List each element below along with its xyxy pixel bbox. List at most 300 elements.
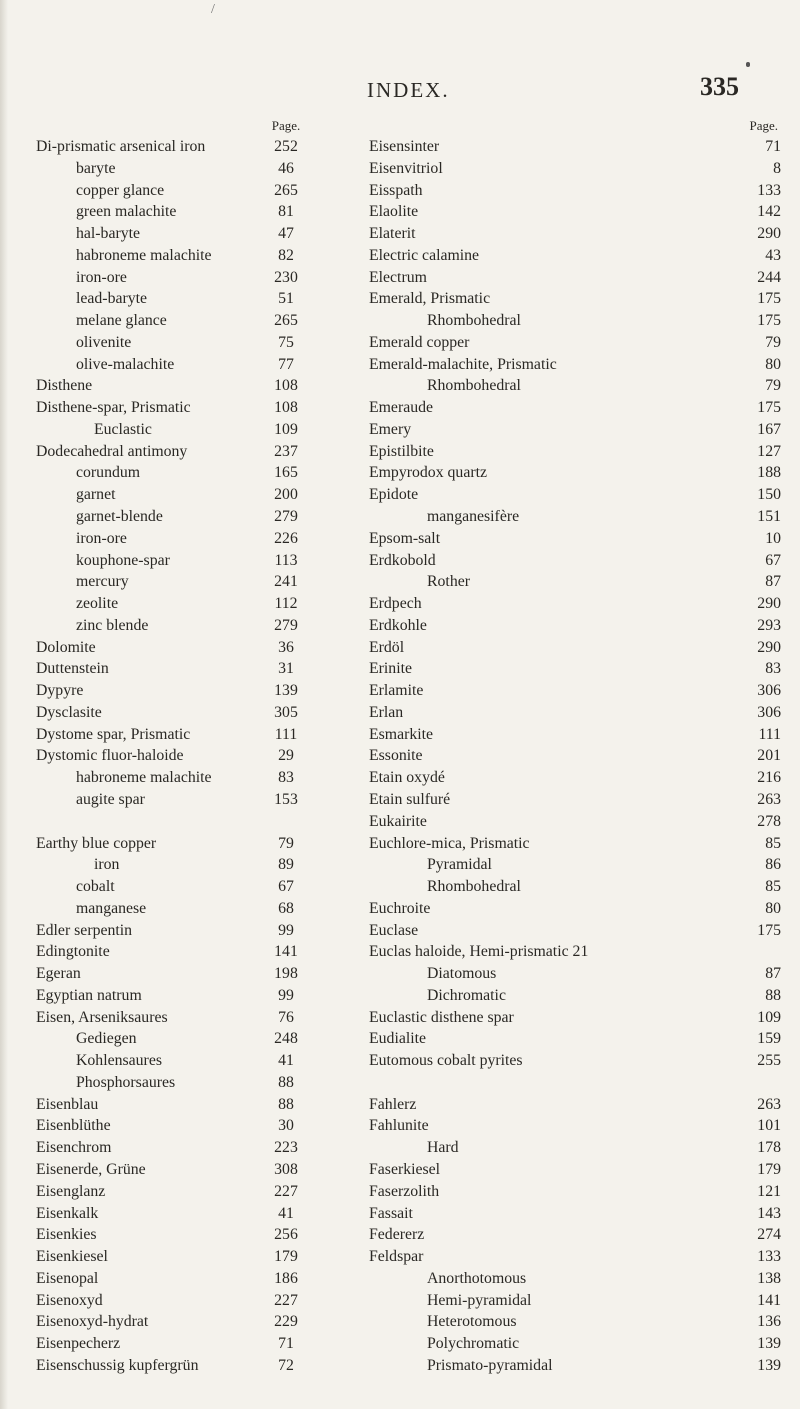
entry-term: iron-ore (76, 529, 127, 547)
page-edge-shadow (0, 0, 8, 1409)
entry-page: 290 (757, 225, 781, 243)
entry-term: Emeraude (369, 399, 434, 417)
index-entry (369, 462, 781, 484)
index-entry (369, 1115, 781, 1137)
entry-page: 79 (765, 377, 781, 395)
index-entry (369, 745, 781, 767)
index-entry (36, 1246, 352, 1268)
entry-term: Anorthotomous (427, 1269, 527, 1287)
entry-page: 139 (757, 1356, 781, 1374)
entry-term: Eisenkalk (36, 1204, 99, 1222)
entry-term: Etain oxydé (369, 769, 445, 787)
entry-term: Eisenoxyd (36, 1291, 103, 1309)
index-entry (369, 1137, 781, 1159)
index-entry (36, 593, 352, 615)
index-entry (36, 658, 352, 680)
index-entry (36, 1290, 352, 1312)
entry-term: Eisenoxyd-hydrat (36, 1313, 149, 1331)
entry-page: 141 (757, 1291, 781, 1309)
index-entry (369, 833, 781, 855)
index-entry (36, 484, 352, 506)
index-entry (369, 941, 781, 963)
entry-term: Dichromatic (427, 986, 506, 1004)
entry-term: zeolite (76, 595, 119, 613)
entry-page: 82 (278, 246, 294, 264)
index-entry (369, 658, 781, 680)
entry-page: 263 (757, 790, 781, 808)
index-entry (36, 354, 352, 376)
entry-page: 133 (757, 181, 781, 199)
entry-page: 87 (765, 573, 781, 591)
entry-page: 80 (765, 355, 781, 373)
entry-page: 85 (765, 834, 781, 852)
entry-term: Faserzolith (369, 1182, 440, 1200)
index-entry (369, 1246, 781, 1268)
index-entry (369, 484, 781, 506)
index-entry (36, 745, 352, 767)
index-entry (36, 1203, 352, 1225)
entry-term: Eisenblau (36, 1095, 99, 1113)
entry-page: 230 (274, 268, 298, 286)
index-entry (369, 920, 781, 942)
entry-page: 151 (757, 508, 781, 526)
entry-term: melane glance (76, 312, 167, 330)
page-number: 335 (700, 72, 739, 101)
page-column-label-right: Page. (749, 118, 778, 133)
entry-term: Rhombohedral (427, 312, 521, 330)
entry-term: olivenite (76, 333, 132, 351)
entry-page: 179 (274, 1248, 298, 1266)
index-entry (36, 136, 352, 158)
entry-term: Fahlunite (369, 1117, 429, 1135)
entry-term: iron (94, 856, 120, 874)
index-entry (36, 680, 352, 702)
index-entry (36, 1159, 352, 1181)
entry-term: Esmarkite (369, 725, 434, 743)
entry-term: baryte (76, 159, 116, 177)
index-entry (369, 963, 781, 985)
index-entry (36, 941, 352, 963)
index-entry (36, 833, 352, 855)
index-entry (36, 267, 352, 289)
index-entry (369, 1007, 781, 1029)
entry-page: 227 (274, 1291, 298, 1309)
index-entry (36, 876, 352, 898)
entry-page: 30 (278, 1117, 294, 1135)
index-entry (36, 854, 352, 876)
entry-page: 175 (757, 399, 781, 417)
index-entry (369, 397, 781, 419)
entry-page: 133 (757, 1248, 781, 1266)
entry-term: Rother (427, 573, 470, 591)
entry-page: 223 (274, 1139, 298, 1157)
entry-term: Eutomous cobalt pyrites (369, 1052, 523, 1070)
entry-page: 47 (278, 225, 294, 243)
index-column-left (36, 136, 352, 1377)
index-entry (36, 550, 352, 572)
index-entry (369, 288, 781, 310)
entry-term: Dystome spar, Prismatic (36, 725, 191, 743)
entry-page: 111 (758, 725, 781, 743)
entry-term: copper glance (76, 181, 165, 199)
index-entry (36, 1072, 352, 1094)
index-entry (36, 419, 352, 441)
entry-page: 81 (278, 203, 294, 221)
entry-page: 80 (765, 899, 781, 917)
entry-term: Dodecahedral antimony (36, 442, 188, 460)
entry-term: Euchroite (369, 899, 431, 917)
index-entry (369, 550, 781, 572)
entry-page: 159 (757, 1030, 781, 1048)
entry-term: Kohlensaures (76, 1052, 162, 1070)
index-entry (36, 767, 352, 789)
index-entry (369, 1072, 781, 1094)
index-entry (369, 637, 781, 659)
entry-page: 274 (757, 1226, 781, 1244)
entry-page: 167 (757, 420, 781, 438)
index-column-right (369, 136, 781, 1377)
entry-term: Edler serpentin (36, 921, 133, 939)
entry-term: garnet (76, 486, 116, 504)
entry-page: 77 (278, 355, 294, 373)
index-entry (369, 680, 781, 702)
entry-page: 79 (278, 834, 294, 852)
entry-page: 198 (274, 965, 298, 983)
index-entry (36, 1181, 352, 1203)
entry-page: 36 (278, 638, 294, 656)
entry-page: 112 (274, 595, 298, 613)
entry-term: Gediegen (76, 1030, 137, 1048)
page-column-label-left: Page. (271, 118, 301, 133)
entry-page: 241 (274, 573, 298, 591)
entry-term: Euclase (369, 921, 419, 939)
entry-term: Erinite (369, 660, 412, 678)
index-entry (369, 528, 781, 550)
entry-term: Federerz (369, 1226, 425, 1244)
entry-page: 201 (757, 747, 781, 765)
index-entry (369, 180, 781, 202)
index-entry (36, 615, 352, 637)
entry-page: 265 (274, 181, 298, 199)
entry-term: Empyrodox quartz (369, 464, 488, 482)
entry-page: 200 (274, 486, 298, 504)
entry-term: Epidote (369, 486, 419, 504)
entry-page: 165 (274, 464, 298, 482)
index-entry (36, 528, 352, 550)
index-entry (36, 702, 352, 724)
entry-page: 10 (765, 529, 781, 547)
index-entry (36, 462, 352, 484)
entry-page: 29 (278, 747, 294, 765)
entry-page: 68 (278, 899, 294, 917)
entry-term: Dystomic fluor-haloide (36, 747, 184, 765)
entry-page: 72 (278, 1356, 294, 1374)
entry-page: 51 (278, 290, 294, 308)
index-entry (36, 397, 352, 419)
index-entry (369, 201, 781, 223)
entry-page: 141 (274, 943, 298, 961)
index-entry (36, 1224, 352, 1246)
index-entry (369, 702, 781, 724)
index-entry (369, 1028, 781, 1050)
entry-term: mercury (76, 573, 129, 591)
entry-term: Egyptian natrum (36, 986, 142, 1004)
entry-term: lead-baryte (76, 290, 148, 308)
entry-term: Electric calamine (369, 246, 480, 264)
entry-term: Hemi-pyramidal (427, 1291, 532, 1309)
index-entry (369, 1094, 781, 1116)
entry-term: Eisenkiesel (36, 1248, 108, 1266)
entry-page: 305 (274, 703, 298, 721)
entry-page: 256 (274, 1226, 298, 1244)
entry-term: Eudialite (369, 1030, 427, 1048)
entry-page: 290 (757, 638, 781, 656)
entry-page: 229 (274, 1313, 298, 1331)
entry-term: Essonite (369, 747, 423, 765)
entry-term: Elaolite (369, 203, 419, 221)
page-mark: / (211, 2, 215, 17)
entry-page: 153 (274, 790, 298, 808)
entry-page: 293 (757, 616, 781, 634)
entry-page: 226 (274, 529, 298, 547)
entry-term: iron-ore (76, 268, 127, 286)
entry-page: 83 (765, 660, 781, 678)
index-entry (36, 180, 352, 202)
entry-term: Euclastic (94, 420, 152, 438)
index-entry (36, 1115, 352, 1137)
entry-term: habroneme malachite (76, 246, 212, 264)
entry-page: 75 (278, 333, 294, 351)
index-entry (36, 1268, 352, 1290)
entry-term: kouphone-spar (76, 551, 170, 569)
index-entry (36, 310, 352, 332)
index-entry (36, 1028, 352, 1050)
index-entry (369, 332, 781, 354)
entry-term: Rhombohedral (427, 878, 521, 896)
entry-page: 108 (274, 399, 298, 417)
entry-page: 278 (757, 812, 781, 830)
entry-term: Disthene-spar, Prismatic (36, 399, 191, 417)
index-entry (369, 223, 781, 245)
entry-page: 139 (274, 682, 298, 700)
entry-term: Disthene (36, 377, 93, 395)
index-entry (369, 724, 781, 746)
entry-page: 279 (274, 616, 298, 634)
index-entry (369, 854, 781, 876)
entry-term: manganese (76, 899, 147, 917)
entry-page: 244 (757, 268, 781, 286)
entry-term: Electrum (369, 268, 427, 286)
entry-page: 237 (274, 442, 298, 460)
entry-page: 8 (773, 159, 781, 177)
index-entry (369, 593, 781, 615)
index-entry (369, 767, 781, 789)
entry-term: Emery (369, 420, 412, 438)
entry-term: Erdöl (369, 638, 405, 656)
index-entry (36, 332, 352, 354)
index-entry (36, 898, 352, 920)
entry-page: 87 (765, 965, 781, 983)
index-entry (36, 288, 352, 310)
entry-page: 179 (757, 1160, 781, 1178)
entry-term: Rhombohedral (427, 377, 521, 395)
entry-page: 142 (757, 203, 781, 221)
index-entry (369, 267, 781, 289)
index-entry (36, 1050, 352, 1072)
running-title: INDEX. (367, 78, 450, 102)
index-entry (369, 245, 781, 267)
entry-term: Euclas haloide, Hemi-prismatic 21 (369, 943, 589, 961)
entry-term: olive-malachite (76, 355, 175, 373)
entry-page: 41 (278, 1204, 294, 1222)
entry-page: 109 (757, 1008, 781, 1026)
index-entry (369, 375, 781, 397)
entry-term: Dolomite (36, 638, 96, 656)
index-entry (36, 789, 352, 811)
index-entry (36, 985, 352, 1007)
entry-page: 43 (765, 246, 781, 264)
entry-term: Polychromatic (427, 1335, 520, 1353)
entry-page: 306 (757, 682, 781, 700)
entry-term: Erlan (369, 703, 404, 721)
entry-term: Eisen, Arseniksaures (36, 1008, 168, 1026)
entry-term: Earthy blue copper (36, 834, 157, 852)
entry-page: 143 (757, 1204, 781, 1222)
entry-page: 99 (278, 921, 294, 939)
entry-page: 136 (757, 1313, 781, 1331)
index-entry (369, 811, 781, 833)
entry-term: manganesifère (427, 508, 520, 526)
entry-page: 227 (274, 1182, 298, 1200)
entry-page: 86 (765, 856, 781, 874)
index-entry (369, 615, 781, 637)
entry-page: 306 (757, 703, 781, 721)
entry-page: 139 (757, 1335, 781, 1353)
entry-page: 175 (757, 290, 781, 308)
entry-term: Fassait (369, 1204, 413, 1222)
index-entry (369, 158, 781, 180)
entry-term: Eisenschussig kupfergrün (36, 1356, 199, 1374)
entry-page: 31 (278, 660, 294, 678)
entry-term: Eisensinter (369, 138, 440, 155)
entry-term: Euclastic disthene spar (369, 1008, 514, 1026)
entry-term: Heterotomous (427, 1313, 517, 1331)
entry-term: habroneme malachite (76, 769, 212, 787)
entry-page: 263 (757, 1095, 781, 1113)
index-entry (36, 1355, 352, 1377)
entry-term: green malachite (76, 203, 177, 221)
index-entry (369, 310, 781, 332)
entry-term: Edingtonite (36, 943, 110, 961)
entry-term: Eisenkies (36, 1226, 97, 1244)
index-entry (369, 1333, 781, 1355)
entry-term: Diatomous (427, 965, 497, 983)
index-entry (369, 506, 781, 528)
entry-term: Erdkohle (369, 616, 427, 634)
entry-term: Epistilbite (369, 442, 434, 460)
entry-page: 175 (757, 312, 781, 330)
entry-term: Emerald-malachite, Prismatic (369, 355, 557, 373)
entry-term: Fahlerz (369, 1095, 417, 1113)
entry-term: Hard (427, 1139, 459, 1157)
index-entry (369, 419, 781, 441)
entry-term: Faserkiesel (369, 1160, 441, 1178)
entry-page: 89 (278, 856, 294, 874)
index-entry (36, 1333, 352, 1355)
index-entry (36, 158, 352, 180)
entry-term: Etain sulfuré (369, 790, 451, 808)
entry-term: Elaterit (369, 225, 416, 243)
entry-term: Euchlore-mica, Prismatic (369, 834, 530, 852)
entry-page: 150 (757, 486, 781, 504)
index-entry (369, 1203, 781, 1225)
index-entry (36, 245, 352, 267)
entry-term: Erdkobold (369, 551, 436, 569)
index-entry (36, 1137, 352, 1159)
entry-page: 41 (278, 1052, 294, 1070)
entry-page: 138 (757, 1269, 781, 1287)
entry-term: Eisenvitriol (369, 159, 443, 177)
index-entry (36, 223, 352, 245)
entry-page: 186 (274, 1269, 298, 1287)
index-entry (36, 637, 352, 659)
index-entry (36, 920, 352, 942)
entry-page: 109 (274, 420, 298, 438)
entry-term: Eisenopal (36, 1269, 99, 1287)
entry-term: Eisspath (369, 181, 423, 199)
entry-page: 101 (757, 1117, 781, 1135)
entry-term: Epsom-salt (369, 529, 441, 547)
entry-page: 252 (274, 138, 298, 155)
entry-page: 127 (757, 442, 781, 460)
entry-term: Eisenpecherz (36, 1335, 121, 1353)
entry-page: 108 (274, 377, 298, 395)
index-entry (369, 1311, 781, 1333)
index-entry (369, 1290, 781, 1312)
entry-page: 67 (278, 878, 294, 896)
entry-term: augite spar (76, 790, 145, 808)
index-entry (36, 811, 352, 833)
entry-page: 83 (278, 769, 294, 787)
index-entry (36, 441, 352, 463)
entry-page: 178 (757, 1139, 781, 1157)
index-entry (36, 375, 352, 397)
entry-page: 216 (757, 769, 781, 787)
index-entry (36, 201, 352, 223)
index-entry (36, 1007, 352, 1029)
entry-page: 88 (278, 1095, 294, 1113)
index-entry (369, 985, 781, 1007)
entry-term: cobalt (76, 878, 115, 896)
entry-page: 265 (274, 312, 298, 330)
entry-page: 67 (765, 551, 781, 569)
entry-page: 71 (765, 138, 781, 155)
entry-page: 88 (765, 986, 781, 1004)
index-entry (369, 1355, 781, 1377)
entry-term: Egeran (36, 965, 81, 983)
entry-page: 188 (757, 464, 781, 482)
index-entry (369, 789, 781, 811)
entry-page: 308 (274, 1160, 298, 1178)
index-entry (36, 1311, 352, 1333)
entry-page: 279 (274, 508, 298, 526)
index-entry (36, 571, 352, 593)
index-entry (369, 136, 781, 158)
index-entry (36, 1094, 352, 1116)
entry-page: 248 (274, 1030, 298, 1048)
entry-page: 175 (757, 921, 781, 939)
index-entry (369, 1181, 781, 1203)
